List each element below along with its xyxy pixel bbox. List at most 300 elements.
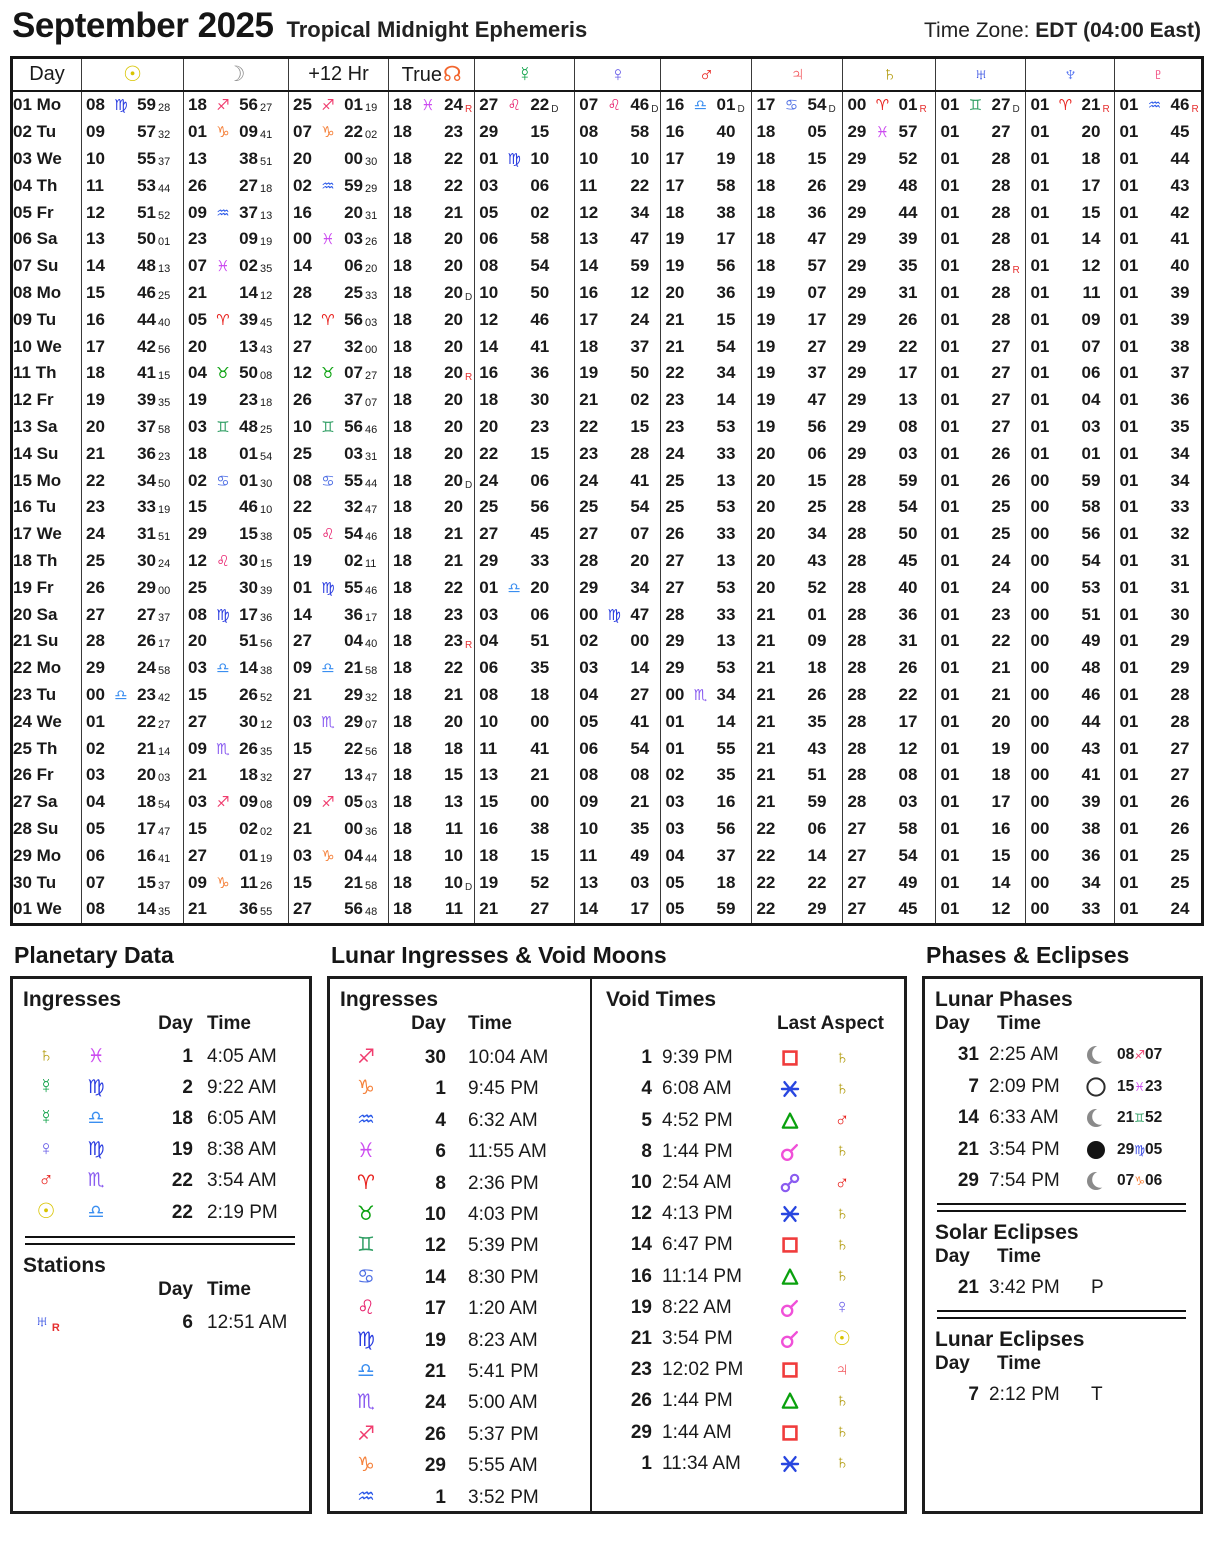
sun-icon: ☉ [36,1199,56,1223]
position-cell-moon [184,467,289,494]
sagittarius-sign-icon: ♐ [216,97,230,115]
day-column-label: Day [158,1278,193,1300]
position-cell-saturn [843,574,936,601]
void-time: 11:34 AM [662,1452,741,1474]
degrees: 27 [188,845,207,865]
minutes: 21 [991,684,1011,704]
ingress-day: 1 [435,1486,446,1508]
position-cell-jupiter [752,146,843,173]
degrees: 09 [188,202,207,222]
day-cell: 21 Su [13,631,59,651]
void-day: 19 [630,1296,652,1318]
sextile-aspect-icon [780,1204,800,1224]
ingress-time: 5:39 PM [468,1235,539,1257]
minutes: 33 [137,497,156,517]
position-cell-plus12 [289,548,389,575]
degrees: 20 [756,577,776,597]
position-cell-neptune [1026,816,1115,843]
degrees: 00 [1030,550,1050,570]
void-time: 3:54 PM [662,1327,733,1349]
position-cell-jupiter [752,655,843,682]
minutes: 46 [530,309,550,329]
seconds: 50 [158,477,171,490]
scorpio-sign-icon: ♏ [693,686,708,704]
phase-day: 7 [968,1075,979,1097]
minutes: 45 [898,899,918,919]
position-cell-neptune [1026,146,1115,173]
minutes: 54 [344,524,363,544]
sagittarius-sign-icon: ♐ [357,1422,375,1445]
minutes: 36 [1170,390,1190,410]
minutes: 22 [444,577,463,597]
degrees: 17 [579,309,599,329]
minutes: 45 [898,550,918,570]
minutes: 04 [344,845,363,865]
degrees: 01 [1119,738,1139,758]
position-cell-jupiter [752,762,843,789]
degrees: 29 [847,416,867,436]
seconds: 29 [365,182,378,195]
sun-icon: ☉ [123,63,142,86]
minutes: 21 [630,792,650,812]
position-cell-pluto [1115,574,1202,601]
minutes: 43 [807,550,827,570]
degrees: 21 [86,443,105,463]
degrees: 01 [940,684,960,704]
lunar-ingress-row [340,1138,580,1169]
position-cell-neptune [1026,548,1115,575]
last-aspect-label: Last Aspect [777,1012,884,1034]
gemini-sign-icon: ♊ [321,418,335,436]
degrees: 22 [756,872,776,892]
minutes: 05 [807,122,827,142]
position-cell-sun [82,280,184,307]
leo-sign-icon: ♌ [216,552,230,570]
position-cell-node [389,628,475,655]
ephemeris-row [12,708,1203,735]
minutes: 34 [716,363,736,383]
minutes: 28 [630,443,650,463]
minutes: 48 [898,175,918,195]
ingress-day: 22 [171,1169,193,1191]
degrees: 01 [940,363,960,383]
degrees: 14 [479,336,499,356]
direct-marker: D [551,104,559,116]
minutes: 25 [344,282,363,302]
minutes: 17 [807,309,827,329]
planet-ingress-row [23,1137,299,1168]
position-cell-plus12 [289,762,389,789]
ingress-day: 19 [424,1329,446,1351]
degrees: 19 [188,390,207,410]
position-cell-uranus [936,387,1026,414]
position-cell-moon [184,574,289,601]
minutes: 09 [239,122,258,142]
degrees: 09 [579,792,599,812]
void-times-heading: Void Times [606,987,717,1011]
degrees: 20 [479,416,499,436]
position-cell-uranus [936,467,1026,494]
ephemeris-row [12,574,1203,601]
day-cell: 04 Th [13,175,58,195]
position-cell-venus [575,172,661,199]
position-cell-pluto [1115,869,1202,896]
position-cell-mercury [475,360,575,387]
seconds: 20 [365,263,378,276]
position-cell-neptune [1026,306,1115,333]
moon-icon: ☽ [226,63,246,86]
degrees: 29 [188,524,207,544]
position-cell-uranus [936,896,1026,924]
degrees: 04 [188,363,207,383]
degrees: 21 [756,604,776,624]
aries-sign-icon: ♈ [357,1171,375,1194]
minutes: 15 [530,845,550,865]
planet-ingress-row [23,1044,299,1075]
degrees: 01 [479,148,499,168]
degrees: 05 [293,524,312,544]
position-cell-saturn [843,789,936,816]
seconds: 47 [365,772,378,785]
sagittarius-sign-icon: ♐ [321,794,335,812]
position-cell-jupiter [752,842,843,869]
seconds: 31 [365,209,378,222]
minutes: 56 [239,95,258,115]
degrees: 10 [479,711,499,731]
minutes: 17 [630,899,650,919]
degrees: 07 [188,256,207,276]
position-cell-neptune [1026,655,1115,682]
degrees: 01 [1119,497,1139,517]
libra-sign-icon: ♎ [357,1360,375,1382]
seconds: 58 [365,879,378,892]
aries-sign-icon: ♈ [216,311,230,329]
degrees: 21 [756,738,776,758]
virgo-sign-icon: ♍ [507,150,521,168]
degrees: 04 [665,845,685,865]
page-title: September 2025 [12,6,274,45]
minutes: 37 [239,202,258,222]
position-cell-venus [575,735,661,762]
seconds: 26 [260,879,273,892]
void-time: 1:44 PM [662,1390,733,1412]
degrees: 18 [665,202,685,222]
position-cell-neptune [1026,199,1115,226]
degrees: 01 [1119,229,1139,249]
minutes: 15 [530,443,550,463]
ingress-time: 5:55 AM [468,1455,538,1477]
position-cell-jupiter [752,494,843,521]
void-day: 23 [630,1359,652,1381]
degrees: 27 [293,899,312,919]
lunar-panel [327,976,907,1514]
degrees: 17 [665,175,685,195]
position-cell-node [389,172,475,199]
minutes: 49 [898,872,918,892]
retrograde-marker: R [1102,104,1110,116]
seconds: 27 [365,370,378,383]
minutes: 01 [239,845,258,865]
degrees: 24 [665,443,685,463]
degrees: 01 [940,711,960,731]
seconds: 38 [260,531,273,544]
degrees: 04 [479,631,499,651]
ephemeris-row [12,816,1203,843]
degrees: 03 [665,818,685,838]
position-cell-pluto [1115,360,1202,387]
degrees: 19 [86,390,105,410]
position-cell-sun [82,253,184,280]
position-cell-jupiter [752,387,843,414]
minutes: 25 [1170,872,1190,892]
minutes: 14 [716,711,736,731]
phase-position: 15♓23 [1117,1077,1163,1095]
seconds: 46 [365,423,378,436]
square-aspect-icon [780,1048,800,1068]
position-cell-neptune [1026,682,1115,709]
position-cell-node [389,548,475,575]
seconds: 00 [158,584,171,597]
column-header-pluto [1115,58,1202,92]
degrees: 06 [479,229,499,249]
position-cell-uranus [936,869,1026,896]
void-day: 5 [641,1109,652,1131]
position-cell-moon [184,896,289,924]
lunar-ingress-row [340,1452,580,1483]
degrees: 01 [940,202,960,222]
position-cell-saturn [843,494,936,521]
degrees: 03 [86,765,105,785]
minutes: 20 [444,256,463,276]
degrees: 01 [1119,443,1139,463]
minutes: 14 [1081,229,1101,249]
position-cell-venus [575,762,661,789]
minutes: 02 [530,202,550,222]
day-cell: 15 Mo [13,470,62,490]
ingress-time: 2:19 PM [207,1201,278,1223]
degrees: 22 [756,845,776,865]
minutes: 20 [444,336,463,356]
position-cell-plus12 [289,708,389,735]
minutes: 16 [716,792,736,812]
minutes: 00 [344,148,363,168]
degrees: 00 [1030,899,1050,919]
minutes: 13 [898,390,918,410]
degrees: 01 [1119,95,1139,115]
position-cell-saturn [843,387,936,414]
mars-icon: ♂ [698,62,715,86]
square-aspect-icon [780,1235,800,1255]
seconds: 19 [260,236,273,249]
position-cell-sun [82,762,184,789]
minutes: 37 [807,363,827,383]
minutes: 37 [344,390,363,410]
degrees: 03 [188,792,207,812]
position-cell-mars [661,119,752,146]
ingress-time: 5:00 AM [468,1392,538,1414]
saturn-icon: ♄ [38,1043,54,1067]
degrees: 29 [579,577,599,597]
minutes: 56 [530,497,550,517]
position-cell-mercury [475,816,575,843]
minutes: 56 [716,818,736,838]
minutes: 54 [898,497,918,517]
position-cell-moon [184,869,289,896]
degrees: 03 [293,845,312,865]
position-cell-plus12 [289,655,389,682]
minutes: 37 [137,416,156,436]
degrees: 10 [293,416,312,436]
degrees: 29 [665,631,685,651]
crescent-moon-icon [1085,1107,1107,1129]
seconds: 13 [158,263,171,276]
minutes: 07 [344,363,363,383]
lunar-phase-row [935,1165,1190,1196]
ephemeris-table [10,56,1204,926]
degrees: 01 [1119,550,1139,570]
position-cell-mars [661,762,752,789]
position-cell-uranus [936,414,1026,441]
degrees: 00 [1030,604,1050,624]
seconds: 02 [365,129,378,142]
direct-marker: D [737,104,745,116]
degrees: 18 [393,899,412,919]
degrees: 29 [86,658,105,678]
degrees: 13 [479,765,499,785]
virgo-sign-icon: ♍ [114,97,128,115]
position-cell-jupiter [752,440,843,467]
ephemeris-row [12,869,1203,896]
degrees: 01 [479,577,499,597]
degrees: 18 [393,684,412,704]
position-cell-mars [661,708,752,735]
degrees: 28 [847,497,867,517]
minutes: 22 [444,175,463,195]
minutes: 13 [444,792,463,812]
libra-sign-icon: ♎ [693,97,708,115]
minutes: 01 [344,95,363,115]
degrees: 01 [940,631,960,651]
void-time-row [606,1261,890,1292]
position-cell-pluto [1115,226,1202,253]
ingress-day: 12 [424,1235,446,1257]
degrees: 01 [940,604,960,624]
degrees: 29 [479,122,499,142]
minutes: 26 [898,658,918,678]
seconds: 54 [260,450,273,463]
position-cell-neptune [1026,333,1115,360]
minutes: 16 [991,818,1011,838]
position-cell-moon [184,548,289,575]
void-time: 2:54 AM [662,1172,732,1194]
degrees: 18 [393,765,412,785]
minutes: 46 [630,95,650,115]
minutes: 17 [898,363,918,383]
minutes: 13 [716,470,736,490]
degrees: 18 [756,175,776,195]
ephemeris-row [12,226,1203,253]
seconds: 26 [365,236,378,249]
gemini-sign-icon: ♊ [216,418,230,436]
minutes: 18 [807,658,827,678]
degrees: 09 [293,658,312,678]
position-cell-mercury [475,762,575,789]
minutes: 31 [1170,577,1190,597]
degrees: 01 [293,577,312,597]
day-cell: 12 Fr [13,390,54,410]
degrees: 21 [756,765,776,785]
degrees: 01 [1030,336,1050,356]
gemini-sign-icon: ♊ [968,97,983,115]
degrees: 08 [293,470,312,490]
day-cell: 20 Sa [13,604,58,624]
aquarius-sign-icon: ♒ [216,204,230,222]
position-cell-sun [82,548,184,575]
position-cell-sun [82,869,184,896]
minutes: 21 [1081,95,1101,115]
position-cell-plus12 [289,467,389,494]
position-cell-node [389,333,475,360]
position-cell-pluto [1115,146,1202,173]
position-cell-neptune [1026,440,1115,467]
minutes: 22 [530,95,550,115]
void-day: 16 [630,1265,652,1287]
degrees: 00 [1030,845,1050,865]
minutes: 34 [137,470,156,490]
sextile-aspect-icon [780,1079,800,1099]
void-time: 9:39 PM [662,1047,733,1069]
position-cell-node [389,280,475,307]
position-cell-uranus [936,735,1026,762]
position-cell-plus12 [289,440,389,467]
degrees: 29 [847,148,867,168]
seconds: 37 [158,879,171,892]
degrees: 22 [86,470,105,490]
degrees: 21 [188,282,207,302]
position-cell-uranus [936,655,1026,682]
degrees: 13 [188,148,207,168]
minutes: 33 [716,604,736,624]
degrees: 22 [293,497,312,517]
position-cell-jupiter [752,628,843,655]
position-cell-moon [184,708,289,735]
minutes: 23 [444,122,463,142]
degrees: 06 [579,738,599,758]
degrees: 08 [579,765,599,785]
minutes: 06 [530,470,550,490]
minutes: 02 [239,256,258,276]
day-cell: 11 Th [13,363,57,383]
minutes: 06 [807,443,827,463]
minutes: 17 [898,711,918,731]
minutes: 08 [898,765,918,785]
cancer-sign-icon: ♋ [784,97,799,115]
position-cell-jupiter [752,682,843,709]
degrees: 00 [1030,684,1050,704]
degrees: 27 [479,95,499,115]
position-cell-plus12 [289,494,389,521]
gemini-sign-icon: ♊ [357,1234,375,1257]
minutes: 49 [630,845,650,865]
minutes: 34 [1081,872,1101,892]
minutes: 56 [344,416,363,436]
degrees: 18 [393,818,412,838]
page-subtitle: Tropical Midnight Ephemeris [286,17,588,42]
planetary-data-section [10,942,312,1514]
double-rule [25,1236,295,1245]
degrees: 18 [393,336,412,356]
seconds: 47 [365,504,378,517]
